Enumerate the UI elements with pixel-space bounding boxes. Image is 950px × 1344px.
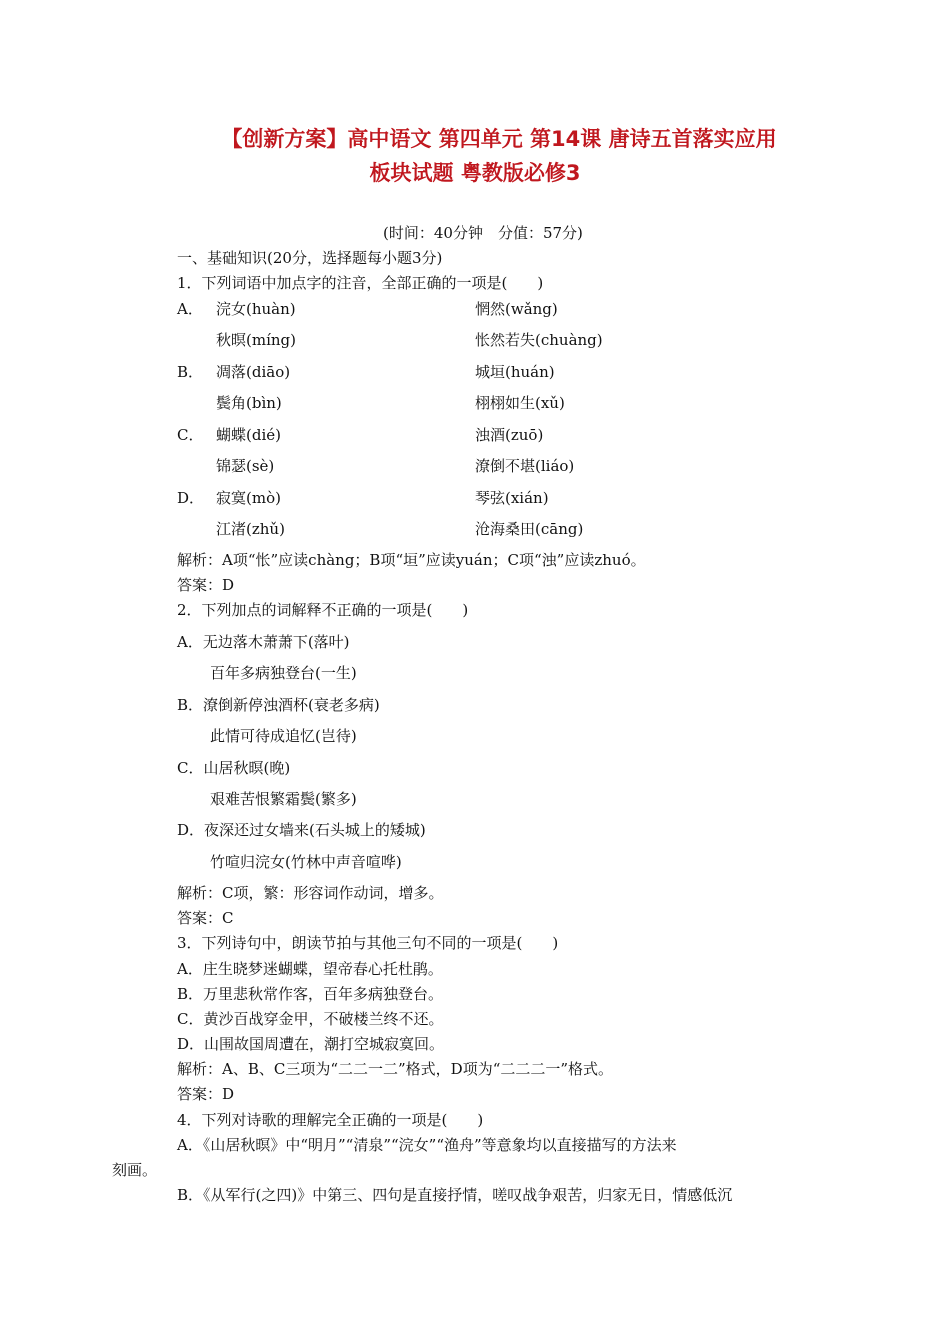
q2-analysis: 解析：C项，繁：形容词作动词，增多。 xyxy=(177,884,444,902)
section-heading: 一、基础知识(20分，选择题每小题3分) xyxy=(177,249,443,267)
q1-answer: 答案：D xyxy=(177,576,235,594)
q1-item: 城垣(huán) xyxy=(475,363,555,381)
q2-option: C．山居秋暝(晚) xyxy=(177,759,291,777)
q2-option: A．无边落木萧萧下(落叶) xyxy=(177,633,350,651)
q1-analysis: 解析：A项“怅”应读chàng；B项“垣”应读yuán；C项“浊”应读zhuó。 xyxy=(177,551,646,569)
q4-option: B．《从军行(之四)》中第三、四句是直接抒情，嗟叹战争艰苦，归家无日，情感低沉 xyxy=(177,1186,733,1204)
q1-item: 沧海桑田(cāng) xyxy=(475,520,584,538)
q3-stem: 3．下列诗句中，朗读节拍与其他三句不同的一项是( ) xyxy=(177,934,559,952)
q2-stem: 2．下列加点的词解释不正确的一项是( ) xyxy=(177,601,469,619)
q2-option: 此情可待成追忆(岂待) xyxy=(210,727,357,745)
q1-item: 凋落(diāo) xyxy=(216,363,291,381)
q1-item: 江渚(zhǔ) xyxy=(216,520,285,538)
q1-item: 秋暝(míng) xyxy=(216,331,296,349)
q1-item: 惘然(wǎng) xyxy=(475,300,558,318)
q4-option: A．《山居秋暝》中“明月”“清泉”“浣女”“渔舟”等意象均以直接描写的方法来 xyxy=(177,1136,677,1154)
q1-item: 怅然若失(chuàng) xyxy=(475,331,603,349)
q2-option: 百年多病独登台(一生) xyxy=(210,664,357,682)
title-line-1: 【创新方案】高中语文 第四单元 第14课 唐诗五首落实应用 xyxy=(221,127,777,151)
q1-item: 锦瑟(sè) xyxy=(216,457,275,475)
q4-option-continuation: 刻画。 xyxy=(112,1161,158,1179)
q1-item: 潦倒不堪(liáo) xyxy=(475,457,575,475)
q1-option-label: A． xyxy=(177,300,203,318)
q1-item: 寂寞(mò) xyxy=(216,489,281,507)
q2-option: 竹喧归浣女(竹林中声音喧哗) xyxy=(210,853,402,871)
q1-option-label: D． xyxy=(177,489,205,507)
q1-option-label: B． xyxy=(177,363,204,381)
exam-meta: (时间：40分钟 分值：57分) xyxy=(383,224,583,242)
title-line-2: 板块试题 粤教版必修3 xyxy=(369,161,581,185)
q3-answer: 答案：D xyxy=(177,1085,235,1103)
q1-item: 琴弦(xián) xyxy=(475,489,549,507)
q3-option: C．黄沙百战穿金甲，不破楼兰终不还。 xyxy=(177,1010,444,1028)
q2-option: 艰难苦恨繁霜鬓(繁多) xyxy=(210,790,357,808)
q1-item: 栩栩如生(xǔ) xyxy=(475,394,565,412)
q1-item: 浊酒(zuō) xyxy=(475,426,544,444)
q3-option: B．万里悲秋常作客，百年多病独登台。 xyxy=(177,985,444,1003)
q1-item: 蝴蝶(dié) xyxy=(216,426,281,444)
q2-option: D．夜深还过女墙来(石头城上的矮城) xyxy=(177,821,426,839)
q1-item: 鬓角(bìn) xyxy=(216,394,282,412)
q1-option-label: C． xyxy=(177,426,204,444)
q4-stem: 4．下列对诗歌的理解完全正确的一项是( ) xyxy=(177,1111,484,1129)
q1-item: 浣女(huàn) xyxy=(216,300,296,318)
q1-stem: 1．下列词语中加点字的注音，全部正确的一项是( ) xyxy=(177,274,544,292)
q3-option: A．庄生晓梦迷蝴蝶，望帝春心托杜鹃。 xyxy=(177,960,443,978)
q2-answer: 答案：C xyxy=(177,909,234,927)
q2-option: B．潦倒新停浊酒杯(衰老多病) xyxy=(177,696,380,714)
q3-analysis: 解析：A、B、C三项为“二二一二”格式，D项为“二二二一”格式。 xyxy=(177,1060,614,1078)
q3-option: D．山围故国周遭在，潮打空城寂寞回。 xyxy=(177,1035,445,1053)
